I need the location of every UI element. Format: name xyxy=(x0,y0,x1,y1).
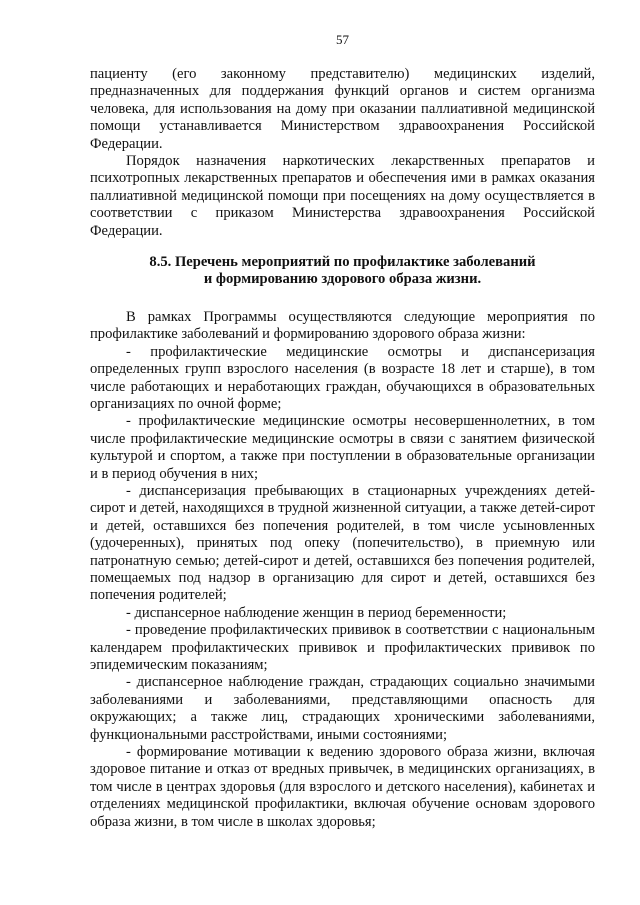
list-item: - диспансерное наблюдение граждан, страдающих социально значимыми заболеваниями и заболеваниями, представляющими опасность для окружающих; а также лиц, страдающих хроническими заболеваниями, функциональными расстройствами, иными состояниями; xyxy=(90,674,595,743)
paragraph-continuation: пациенту (его законному представителю) медицинских изделий, предназначенных для поддержания функций органов и систем организма человека, для использования на дому при оказании паллиативной медицинской помощи устанавливается Министерством здравоохранения Российской Федерации. xyxy=(90,66,595,152)
paragraph-narcotics-order: Порядок назначения наркотических лекарственных препаратов и психотропных лекарственных препаратов и обеспечения ими в рамках оказания паллиативной медицинской помощи при посещениях на дому осуществляется в соответствии с приказом Министерства здравоохранения Российской Федерации. xyxy=(90,153,595,239)
list-item: - профилактические медицинские осмотры и диспансеризация определенных групп взрослого населения (в возрасте 18 лет и старше), в том числе работающих и неработающих граждан, обучающихся в образовательных организациях по очной форме; xyxy=(90,343,595,412)
list-item: - профилактические медицинские осмотры несовершеннолетних, в том числе профилактические медицинские осмотры в связи с занятием физической культурой и спортом, а также при поступлении в образовательные организации и в период обучения в них; xyxy=(90,413,595,482)
list-item: - диспансеризация пребывающих в стационарных учреждениях детей-сирот и детей, находящихся в трудной жизненной ситуации, а также детей-сирот и детей, оставшихся без попечения родителей, в том числе усыновленных (удочеренных), принятых под опеку (попечительство), в приемную или патронатную семью; детей-сирот и детей, оставшихся без попечения родителей, помещаемых под надзор в организацию для сирот и детей, оставшихся без попечения родителей; xyxy=(90,482,595,604)
section-heading-line-2: и формированию здорового образа жизни. xyxy=(203,271,482,288)
section-heading-line-1: 8.5. Перечень мероприятий по профилактике заболеваний xyxy=(149,254,536,271)
page-number: 57 xyxy=(336,32,349,47)
intro-paragraph: В рамках Программы осуществляются следующие мероприятия по профилактике заболеваний и формированию здорового образа жизни: xyxy=(90,308,595,343)
section-heading xyxy=(90,254,595,289)
list-item: - диспансерное наблюдение женщин в период беременности; xyxy=(126,604,507,621)
document-page xyxy=(90,32,595,831)
list-item: - проведение профилактических прививок в соответствии с национальным календарем профилактических прививок и профилактических прививок по эпидемическим показаниям; xyxy=(90,622,595,673)
list-item: - формирование мотивации к ведению здорового образа жизни, включая здоровое питание и отказ от вредных привычек, в медицинских организациях, в том числе в центрах здоровья (для взрослого и детского населения), кабинетах и отделениях медицинской профилактики, включая обучение основам здорового образа жизни, в том числе в школах здоровья; xyxy=(90,744,595,830)
